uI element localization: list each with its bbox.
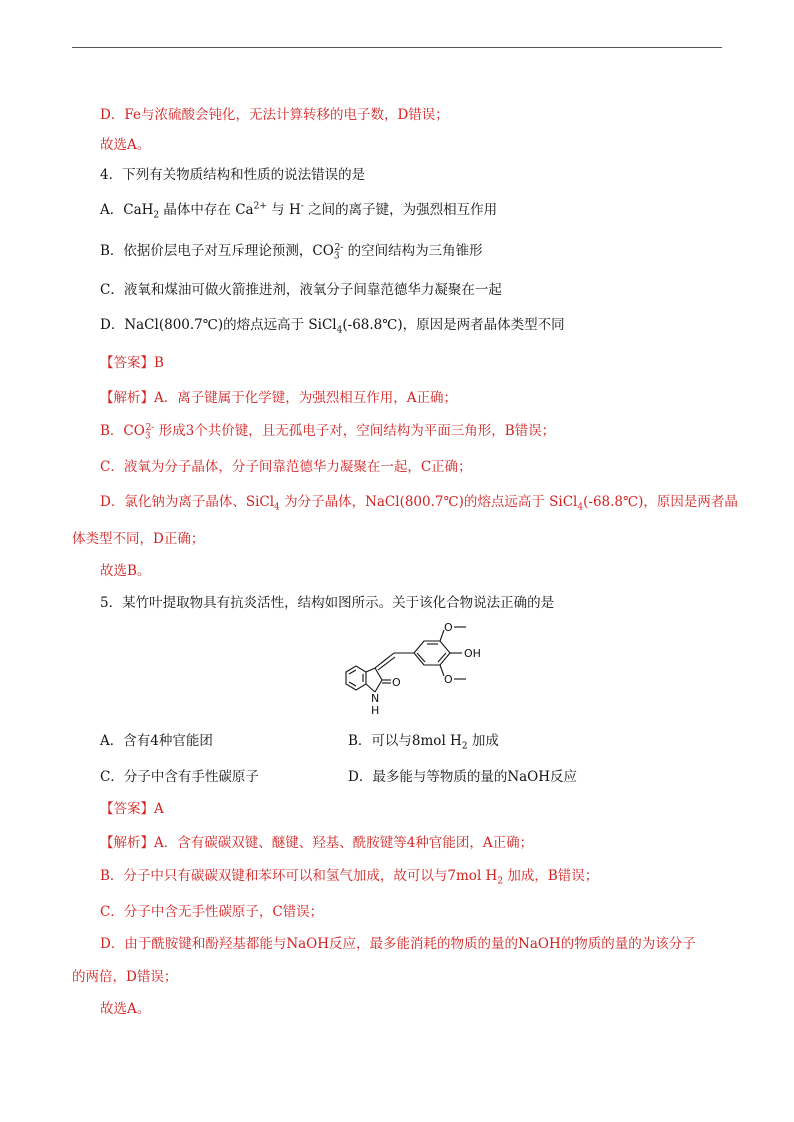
q4-conclusion: 故选B。 bbox=[100, 563, 151, 579]
q4-option-d: D．NaCl(800.7℃)的熔点远高于 SiCl$_4$(-68.8℃)，原因是两者晶体类型不同 bbox=[100, 317, 565, 336]
mol-label-o-top: O bbox=[444, 621, 453, 634]
q5-option-d: D．最多能与等物质的量的NaOH反应 bbox=[348, 769, 578, 785]
mol-label-o-bottom: O bbox=[444, 673, 453, 686]
q5-conclusion: 故选A。 bbox=[100, 1001, 151, 1017]
q5-analysis-b: B．分子中只有碳碳双键和苯环可以和氢气加成，故可以与7mol $H_2$ 加成，B错误； bbox=[100, 868, 599, 887]
q3-conclusion: 故选A。 bbox=[100, 137, 151, 153]
q5-analysis-a: 【解析】A．含有碳碳双键、醚键、羟基、酰胺键等4种官能团，A正确； bbox=[100, 835, 534, 851]
q4-option-c: C．液氧和煤油可做火箭推进剂，液氧分子间靠范德华力凝聚在一起 bbox=[100, 282, 502, 298]
molecule-structure bbox=[330, 616, 500, 724]
q5-analysis-d-continued: 的两倍，D错误； bbox=[72, 969, 178, 985]
q4-analysis-d-continued: 体类型不同，D正确； bbox=[72, 531, 205, 547]
q4-analysis-a: 【解析】A．离子键属于化学键，为强烈相互作用，A正确； bbox=[100, 390, 457, 406]
q4-analysis-d: D．氯化钠为离子晶体、SiCl$_4$ 为分子晶体，NaCl(800.7℃)的熔点远高于 SiCl$_4$(-68.8℃)，原因是两者晶 bbox=[100, 494, 738, 513]
q4-answer: 【答案】B bbox=[100, 355, 164, 371]
q3-option-d-analysis: D．Fe与浓硫酸会钝化，无法计算转移的电子数，D错误； bbox=[100, 107, 449, 123]
q5-analysis-d: D．由于酰胺键和酚羟基都能与NaOH反应，最多能消耗的物质的量的NaOH的物质的量的为该分子 bbox=[100, 936, 696, 952]
molecule-structure-svg bbox=[330, 616, 500, 720]
mol-label-carbonyl-o: O bbox=[392, 676, 401, 689]
q5-stem: 5．某竹叶提取物具有抗炎活性，结构如图所示。关于该化合物说法正确的是 bbox=[100, 595, 555, 611]
q5-option-b: B．可以与8mol $H_2$ 加成 bbox=[348, 733, 499, 752]
q5-analysis-c: C．分子中含无手性碳原子，C错误； bbox=[100, 904, 324, 920]
q4-stem: 4．下列有关物质结构和性质的说法错误的是 bbox=[100, 167, 366, 183]
q5-option-a: A．含有4种官能团 bbox=[100, 733, 213, 749]
q5-option-c: C．分子中含有手性碳原子 bbox=[100, 769, 259, 785]
q5-answer: 【答案】A bbox=[100, 801, 164, 817]
q4-option-b: B．依据价层电子对互斥理论预测，$CO_3^{2-}$ 的空间结构为三角锥形 bbox=[100, 242, 483, 262]
q4-option-a: A．CaH$_2$ 晶体中存在 $Ca^{2+}$ 与 H- 之间的离子键，为强烈相互作用 bbox=[100, 201, 498, 221]
q4-analysis-c: C．液氧为分子晶体，分子间靠范德华力凝聚在一起，C正确； bbox=[100, 459, 472, 475]
mol-label-n: N bbox=[371, 692, 380, 705]
mol-label-h: H bbox=[371, 704, 380, 717]
q4-analysis-b: B．$CO_3^{2-}$ 形成3个共价键，且无孤电子对，空间结构为平面三角形，B错误； bbox=[100, 422, 556, 442]
header-rule bbox=[72, 47, 722, 48]
mol-label-oh: OH bbox=[464, 647, 481, 660]
